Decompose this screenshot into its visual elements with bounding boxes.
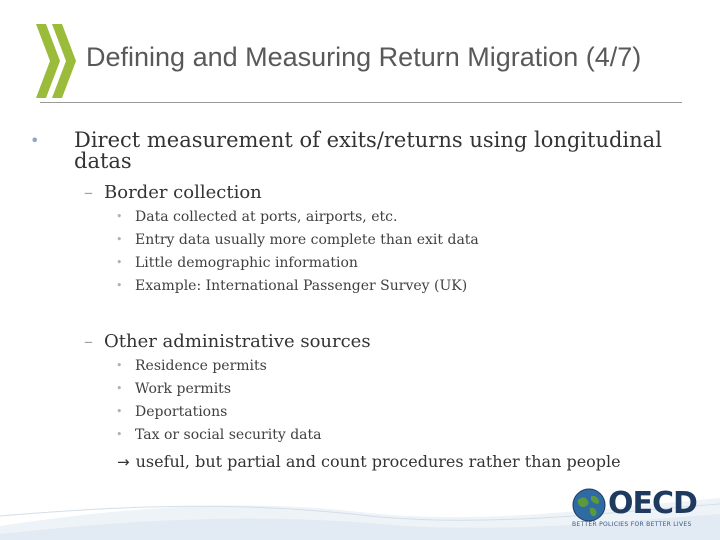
list-item-text: Work permits xyxy=(135,381,231,397)
oecd-wordmark: OECD xyxy=(608,486,697,521)
list-item-text: Tax or social security data xyxy=(135,427,322,443)
list-item-text: Entry data usually more complete than exit data xyxy=(135,232,479,248)
bullet-icon: • xyxy=(116,256,123,269)
list-item-text: Little demographic information xyxy=(135,255,358,271)
bullet-icon: • xyxy=(116,279,123,292)
bullet-icon: • xyxy=(116,405,123,418)
main-bullet-text: Direct measurement of exits/returns using longitudinal datas xyxy=(74,128,662,173)
chevron-logo-icon xyxy=(34,22,80,100)
right-arrow-icon: → xyxy=(117,453,130,471)
bullet-icon: • xyxy=(116,382,123,395)
bullet-icon: • xyxy=(116,428,123,441)
dash-icon: – xyxy=(84,331,93,352)
slide-title: Defining and Measuring Return Migration (4/7) xyxy=(86,42,642,72)
list-item-text: Deportations xyxy=(135,404,228,420)
list-item-text: Data collected at ports, airports, etc. xyxy=(135,209,398,225)
section-heading-text: Other administrative sources xyxy=(104,331,371,352)
bullet-icon: • xyxy=(116,210,123,223)
bullet-icon: • xyxy=(116,359,123,372)
oecd-logo xyxy=(570,486,710,532)
oecd-tagline: BETTER POLICIES FOR BETTER LIVES xyxy=(572,521,692,528)
bullet-icon: • xyxy=(30,131,40,150)
section-heading-text: Border collection xyxy=(104,182,262,203)
conclusion-note-text: useful, but partial and count procedures rather than people xyxy=(135,452,621,471)
title-divider xyxy=(40,102,682,103)
list-item-text: Residence permits xyxy=(135,358,267,374)
bullet-icon: • xyxy=(116,233,123,246)
globe-icon xyxy=(572,488,606,522)
list-item-text: Example: International Passenger Survey (UK) xyxy=(135,278,468,294)
dash-icon: – xyxy=(84,182,93,203)
